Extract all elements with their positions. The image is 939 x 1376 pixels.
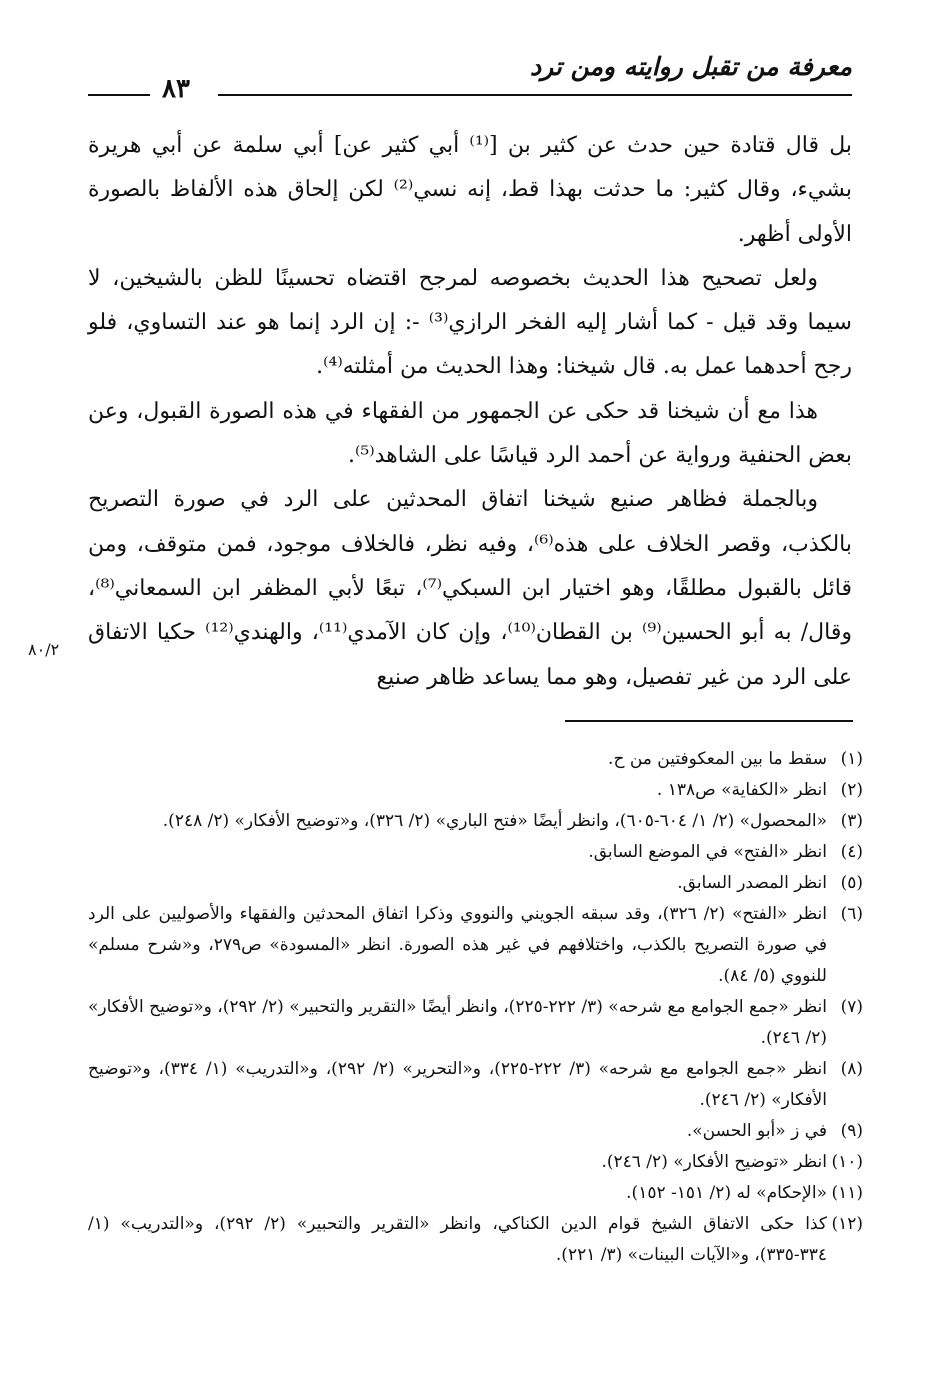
footnote-number: (٨) <box>840 1059 863 1079</box>
footnote-separator <box>565 720 853 722</box>
footnote-number: (٩) <box>840 1121 863 1141</box>
footnote-11 <box>88 1178 863 1209</box>
paragraph-4: وبالجملة فظاهر صنيع شيخنا اتفاق المحدثين على الرد في صورة التصريح بالكذب، وقصر الخلاف على هذه⁽⁶⁾، وفيه نظر، فالخلاف موجود، فمن متوقف، ومن قائل بالقبول مطلقًا، وهو اختيار ابن السبكي⁽⁷⁾، تبعًا لأبي المظفر ابن السمعاني⁽⁸⁾، وقال/ به أبو الحسين⁽⁹⁾ بن القطان⁽¹⁰⁾، وإن كان الآمدي⁽¹¹⁾، والهندي⁽¹²⁾ حكيا الاتفاق على الرد من غير تفصيل، وهو مما يساعد ظاهر صنيع <box>88 487 853 690</box>
footnote-text: كذا حكى الاتفاق الشيخ قوام الدين الكناكي، وانظر «التقرير والتحبير» (٢/ ٢٩٢)، و«التدريب» (١/ ٣٣٤-٣٣٥)، و«الآيات البينات» (٣/ ٢٢١). <box>88 1214 827 1265</box>
footnote-number: (٢) <box>840 780 863 800</box>
footnote-10 <box>88 1147 863 1178</box>
footnote-12 <box>88 1209 863 1271</box>
footnote-5 <box>88 868 863 899</box>
header-rule <box>218 94 852 96</box>
footnote-6 <box>88 899 863 992</box>
page-header <box>88 52 852 102</box>
page-number: ٨٣ <box>162 74 190 104</box>
footnote-number: (٦) <box>840 904 863 924</box>
footnote-text: انظر «الكفاية» ص١٣٨ . <box>656 780 827 800</box>
footnote-number: (٤) <box>840 842 863 862</box>
main-text <box>88 124 852 700</box>
footnote-1 <box>88 744 863 775</box>
footnote-text: سقط ما بين المعكوفتين من ح. <box>608 749 827 769</box>
footnote-text: انظر «توضيح الأفكار» (٢/ ٢٤٦). <box>601 1152 827 1172</box>
paragraph-1: بل قال قتادة حين حدث عن كثير بن [⁽¹⁾ أبي كثير عن] أبي سلمة عن أبي هريرة بشيء، وقال كثير: ما حدثت بهذا قط، إنه نسي⁽²⁾ لكن إلحاق هذه الألفاظ بالصورة الأولى أظهر. <box>88 133 852 247</box>
footnote-number: (١) <box>840 749 863 769</box>
footnote-8 <box>88 1054 863 1116</box>
paragraph-2: ولعل تصحيح هذا الحديث بخصوصه لمرجح اقتضاه تحسينًا للظن بالشيخين، لا سيما وقد قيل - كما أشار إليه الفخر الرازي⁽³⁾ -: إن الرد إنما هو عند التساوي، فلو رجح أحدهما عمل به. قال شيخنا: وهذا الحديث من أمثلته⁽⁴⁾. <box>88 265 852 380</box>
footnote-text: انظر «الفتح» في الموضع السابق. <box>588 842 827 862</box>
footnote-3 <box>88 806 863 837</box>
footnote-2 <box>88 775 863 806</box>
footnote-number: (٣) <box>840 811 863 831</box>
margin-page-reference: ٨٠/٢ <box>28 640 60 659</box>
footnote-text: انظر المصدر السابق. <box>677 873 827 893</box>
footnote-text: انظر «جمع الجوامع مع شرحه» (٣/ ٢٢٢-٢٢٥)، وانظر أيضًا «التقرير والتحبير» (٢/ ٢٩٢)، و«توضيح الأفكار» (٢/ ٢٤٦). <box>88 997 828 1048</box>
footnote-9 <box>88 1116 863 1147</box>
footnote-text: في ز «أبو الحسن». <box>686 1121 827 1141</box>
footnote-number: (٥) <box>840 873 863 893</box>
footnote-7 <box>88 992 863 1054</box>
footnote-number: (٧) <box>840 997 863 1017</box>
footnotes <box>88 744 863 1271</box>
footnote-4 <box>88 837 863 868</box>
footnote-text: انظر «جمع الجوامع مع شرحه» (٣/ ٢٢٢-٢٢٥)، و«التحرير» (٢/ ٢٩٢)، و«التدريب» (١/ ٣٣٤)، و«توضيح الأفكار» (٢/ ٢٤٦). <box>88 1059 827 1110</box>
running-title: معرفة من تقبل روايته ومن ترد <box>530 52 852 81</box>
footnote-text: «المحصول» (٢/ ١/ ٦٠٤-٦٠٥)، وانظر أيضًا «فتح الباري» (٢/ ٣٢٦)، و«توضيح الأفكار» (٢/ ٢٤٨). <box>162 811 827 831</box>
footnote-number: (١٢) <box>831 1214 863 1234</box>
footnote-number: (١١) <box>831 1183 863 1203</box>
paragraph-3: هذا مع أن شيخنا قد حكى عن الجمهور من الفقهاء في هذه الصورة القبول، وعن بعض الحنفية ورواية عن أحمد الرد قياسًا على الشاهد⁽⁵⁾. <box>88 398 852 469</box>
footnote-number: (١٠) <box>831 1152 863 1172</box>
footnote-text: انظر «الفتح» (٢/ ٣٢٦)، وقد سبقه الجويني والنووي وذكرا اتفاق المحدثين والفقهاء والأصوليين على الرد في صورة التصريح بالكذب، واختلافهم في غير هذه الصورة. انظر «المسودة» ص٢٧٩، و«شرح مسلم» للنووي (٥/ ٨٤). <box>88 904 828 986</box>
header-rule-left <box>88 94 150 96</box>
footnote-text: «الإحكام» له (٢/ ١٥١- ١٥٢). <box>626 1183 827 1203</box>
